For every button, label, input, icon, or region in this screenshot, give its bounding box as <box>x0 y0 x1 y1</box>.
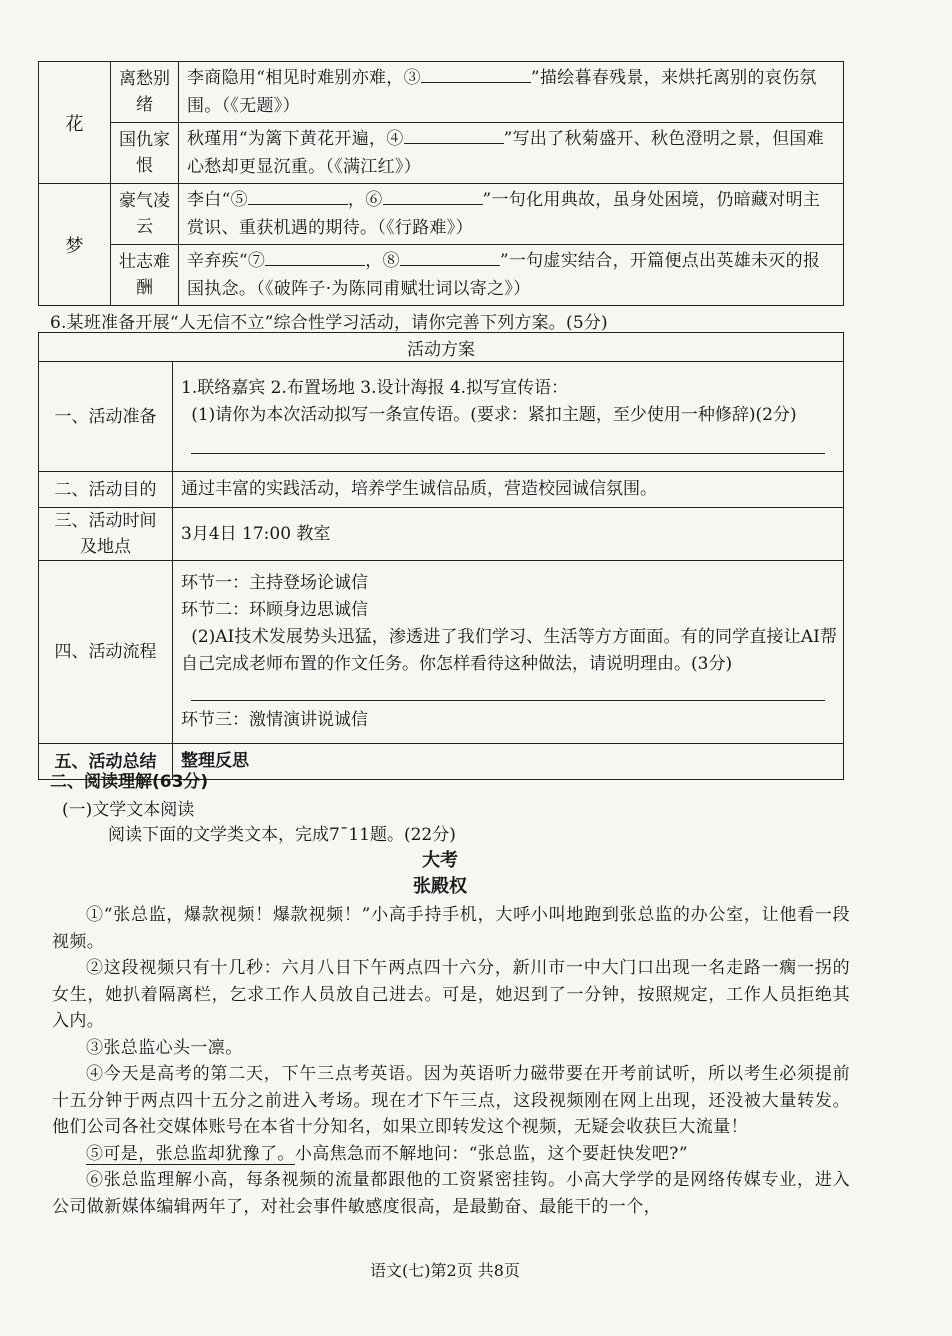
row-label-purpose: 二、活动目的 <box>39 472 173 508</box>
reading-instruction: 阅读下面的文学类文本，完成7¯11题。(22分) <box>108 825 456 845</box>
subsection-title: (一)文学文本阅读 <box>62 800 195 820</box>
question-6-prompt: 6.某班准备开展“人无信不立”综合性学习活动，请你完善下列方案。(5分) <box>50 313 608 333</box>
summary-content: 整理反思 <box>173 744 844 780</box>
preparation-content: 1.联络嘉宾 2.布置场地 3.设计海报 4.拟写宣传语： (1)请你为本次活动拟写一条宣传语。(要求：紧扣主题，至少使用一种修辞)(2分) <box>173 362 844 472</box>
paragraph-1: ①“张总监，爆款视频！爆款视频！”小高手持手机，大呼小叫地跑到张总监的办公室，让他看一段视频。 <box>52 905 850 952</box>
paragraph-3: ③张总监心头一凛。 <box>86 1037 243 1058</box>
subcategory-cell: 国仇家恨 <box>111 123 179 184</box>
paragraph-2: ②这段视频只有十几秒：六月八日下午两点四十六分，新川市一中大门口出现一名走路一瘸一拐的女生，她扒着隔离栏，乞求工作人员放自己进去。可是，她迟到了一分钟，按照规定，工作人员拒绝其入内。 <box>52 958 850 1031</box>
answer-blank-7[interactable] <box>265 247 365 266</box>
row-label-process: 四、活动流程 <box>39 561 173 744</box>
article-title: 大考 <box>422 850 458 871</box>
activity-plan-table <box>38 332 844 780</box>
category-flower: 花 <box>39 62 111 184</box>
article-body <box>52 902 850 1220</box>
paragraph-4: ④今天是高考的第二天，下午三点考英语。因为英语听力磁带要在开考前试听，所以考生必须提前十五分钟于两点四十五分之前进入考场。现在才下午三点，这段视频刚在网上出现，还没被大量转发。他们公司各社交媒体账号在本省十分知名，如果立即转发这个视频，无疑会收获巨大流量！ <box>52 1064 850 1137</box>
underlined-sentence: ⑤可是，张总监却犹豫了。 <box>86 1143 295 1164</box>
answer-blank-8[interactable] <box>400 247 500 266</box>
answer-blank-6[interactable] <box>383 186 483 205</box>
poem-row-text: 辛弃疾“⑦ ，⑧ ”一句虚实结合，开篇便点出英雄未灭的报国执念。（《破阵子·为陈同甫赋壮词以寄之》） <box>179 245 844 306</box>
poetry-table <box>38 61 844 306</box>
section-title: 二、阅读理解(63分) <box>50 772 209 792</box>
subcategory-cell: 豪气凌云 <box>111 184 179 245</box>
page-footer: 语文(七)第2页 共8页 <box>370 1261 520 1280</box>
subcategory-cell: 离愁别绪 <box>111 62 179 123</box>
poem-row-text: 李商隐用“相见时难别亦难，③ ”描绘暮春残景，来烘托离别的哀伤氛围。（《无题》） <box>179 62 844 123</box>
paragraph-5: ⑤可是，张总监却犹豫了。小高焦急而不解地问：“张总监，这个要赶快发吧?” <box>86 1143 688 1164</box>
purpose-content: 通过丰富的实践活动，培养学生诚信品质，营造校园诚信氛围。 <box>173 472 844 508</box>
poem-row-text: 李白“⑤ ，⑥ ”一句化用典故，虽身处困境，仍暗藏对明主赏识、重获机遇的期待。（《行路难》） <box>179 184 844 245</box>
time-place-content: 3月4日 17:00 教室 <box>173 508 844 561</box>
row-label-summary: 五、活动总结 <box>39 744 173 780</box>
row-label-preparation: 一、活动准备 <box>39 362 173 472</box>
paragraph-6: ⑥张总监理解小高，每条视频的流量都跟他的工资紧密挂钩。小高大学学的是网络传媒专业，进入公司做新媒体编辑两年了，对社会事件敏感度很高，是最勤奋、最能干的一个， <box>52 1170 850 1217</box>
plan-table-title: 活动方案 <box>39 333 844 362</box>
process-content: 环节一：主持登场论诚信 环节二：环顾身边思诚信 (2)AI技术发展势头迅猛，渗透进了我们学习、生活等方方面面。有的同学直接让AI帮自己完成老师布置的作文任务。你怎样看待这种做法，请说明理由。(3分) 环节三：激情演讲说诚信 <box>173 561 844 744</box>
answer-line-slogan[interactable] <box>191 443 825 454</box>
category-dream: 梦 <box>39 184 111 306</box>
answer-blank-5[interactable] <box>248 186 348 205</box>
article-author: 张殿权 <box>413 876 467 897</box>
subcategory-cell: 壮志难酬 <box>111 245 179 306</box>
answer-line-ai-opinion[interactable] <box>191 690 825 701</box>
row-label-time-place: 三、活动时间及地点 <box>39 508 173 561</box>
poem-row-text: 秋瑾用“为篱下黄花开遍，④ ”写出了秋菊盛开、秋色澄明之景，但国难心愁却更显沉重。（《满江红》） <box>179 123 844 184</box>
answer-blank-3[interactable] <box>421 64 531 83</box>
answer-blank-4[interactable] <box>404 125 504 144</box>
